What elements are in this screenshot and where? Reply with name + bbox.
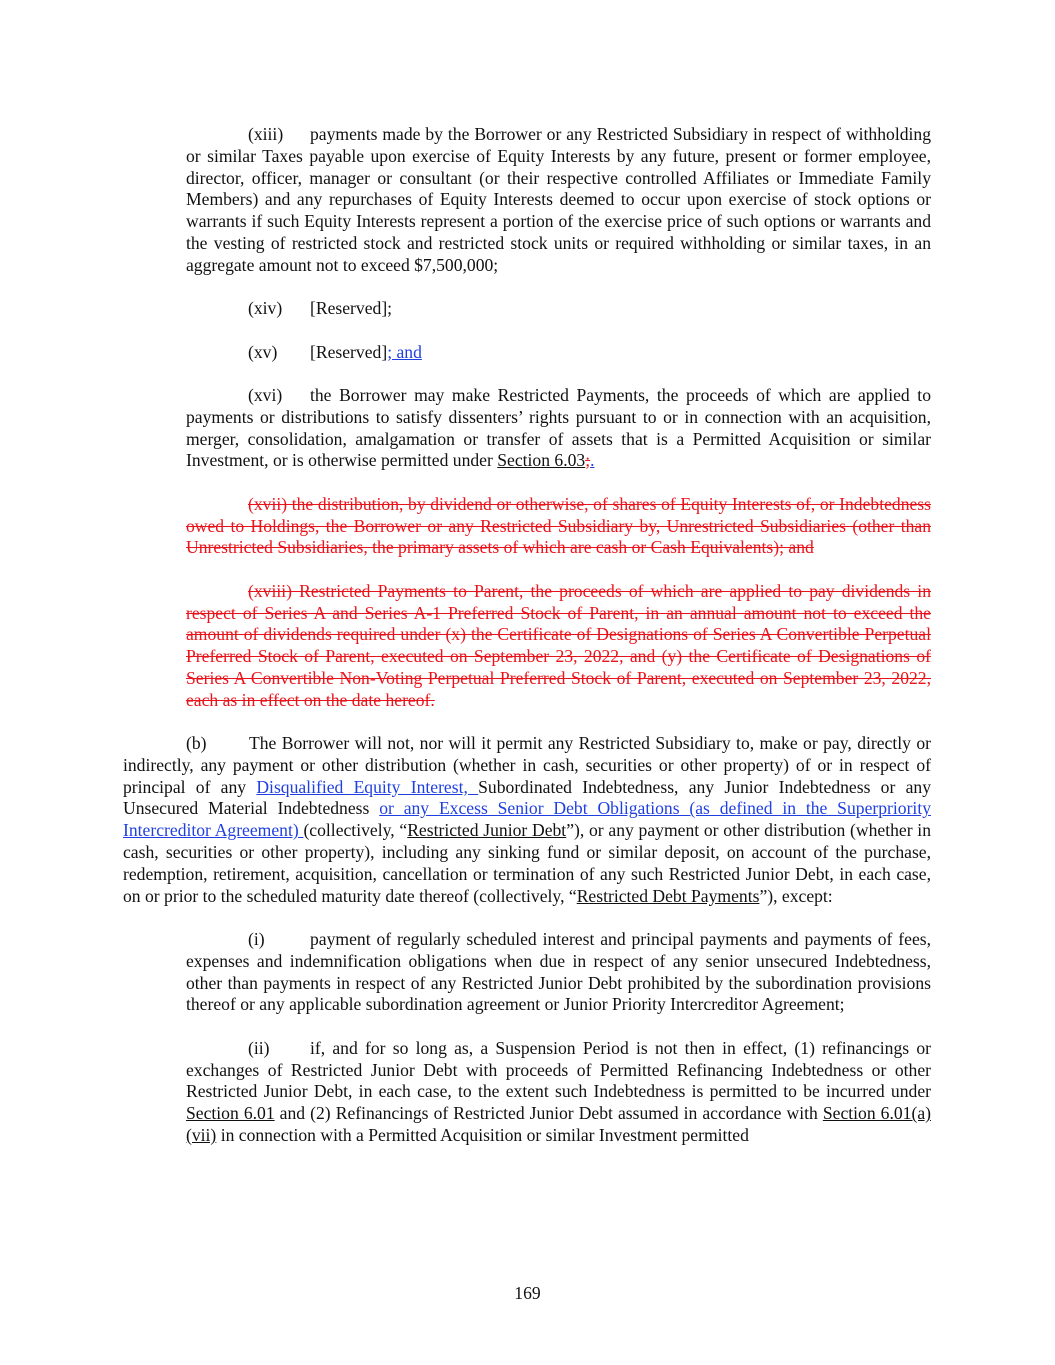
clause-label: (i) <box>248 929 265 950</box>
clause-text: and (2) Refinancings of Restricted Junior Debt assumed in accordance with <box>274 1103 823 1124</box>
clause-xvi <box>186 385 931 472</box>
section-reference: Section 6.01 <box>186 1103 275 1124</box>
deleted-text: (xviii) Restricted Payments to Parent, the proceeds of which are applied to pay dividends in respect of Series A and Series A-1 Preferred Stock of Parent, in an annual amount not to exceed the amount of dividends required under (x) the Certificate of Designations of Series A Convertible Perpetual Preferred Stock of Parent, executed on September 23, 2022, and (y) the Certificate of Designations of Series A Convertible Non-Voting Perpetual Preferred Stock of Parent, executed on September 23, 2022, each as in effect on the date hereof. <box>186 580 931 710</box>
clause-text: if, and for so long as, a Suspension Period is not then in effect, (1) refinancings or exchanges of Restricted Junior Debt with proceeds of Permitted Refinancing Indebtedness or other Restricted Junior Debt, in each case, to the extent such Indebtedness is permitted to be incurred under <box>186 1037 931 1102</box>
clause-xiii <box>186 124 931 277</box>
clause-text: payments made by the Borrower or any Restricted Subsidiary in respect of withholding or similar Taxes payable upon exercise of Equity Interests by any future, present or former employee, director, officer, manager or consultant (or their respective controlled Affiliates or Immediate Family Members) and any repurchases of Equity Interests deemed to occur upon exercise of stock options or warrants if such Equity Interests represent a portion of the exercise price of such options or warrants and the vesting of restricted stock and restricted stock units or required withholding or similar taxes, in an aggregate amount not to exceed $7,500,000; <box>186 124 931 275</box>
clause-label: (xvi) <box>248 384 283 405</box>
defined-term: Restricted Junior Debt <box>407 820 567 841</box>
section-reference: Section 6.01(a)(vii) <box>186 1103 931 1146</box>
deleted-text: ; <box>585 450 591 471</box>
clause-text: Subordinated Indebtedness, any Junior Indebtedness or any Unsecured Material Indebtedness <box>123 776 931 819</box>
clause-text: ”), except: <box>759 885 833 906</box>
clause-label: (b) <box>186 733 207 754</box>
clause-label: (xiv) <box>248 298 283 319</box>
clause-text: (collectively, “ <box>303 820 408 841</box>
deleted-text: (xvii) the distribution, by dividend or otherwise, of shares of Equity Interests of, or Indebtedness owed to Holdings, the Borrower or any Restricted Subsidiary by, Unrestricted Subsidiaries (other than Unrestricted Subsidiaries, the primary assets of which are cash or Cash Equivalents); and <box>186 493 931 558</box>
clause-xviii <box>186 581 931 712</box>
clause-text: the Borrower may make Restricted Payments, the proceeds of which are applied to payments or distributions to satisfy dissenters’ rights pursuant to or in connection with an acquisition, merger, consolidation, amalgamation or transfer of assets that is a Permitted Acquisition or similar Investment, or is otherwise permitted under <box>186 384 931 471</box>
clause-xiv <box>186 298 931 320</box>
paragraph-b <box>123 733 931 907</box>
clause-text: payment of regularly scheduled interest and principal payments and payments of fees, expenses and indemnification obligations when due in respect of any senior unsecured Indebtedness, other than payments in respect of any Restricted Junior Debt prohibited by the subordination provisions thereof or any applicable subordination agreement or Junior Priority Intercreditor Agreement; <box>186 929 931 1015</box>
clause-label: (xiii) <box>248 124 284 144</box>
document-page <box>0 124 1055 1168</box>
section-reference: Section 6.03 <box>497 450 586 471</box>
clause-text: [Reserved] <box>310 341 388 362</box>
clause-b-ii <box>186 1038 931 1147</box>
clause-label: (xv) <box>248 341 278 362</box>
clause-label: (ii) <box>248 1037 270 1058</box>
clause-xvii <box>186 494 931 559</box>
inserted-text: Disqualified Equity Interest, <box>256 776 479 797</box>
clause-text: The Borrower will not, nor will it permit any Restricted Subsidiary to, make or pay, directly or indirectly, any payment or other distribution (whether in cash, securities or other property) of or in respect of principal of any <box>123 733 931 797</box>
clause-b-i <box>186 929 931 1016</box>
clause-text: in connection with a Permitted Acquisition or similar Investment permitted <box>216 1125 749 1146</box>
inserted-text: or any Excess Senior Debt Obligations (as defined in the Superpriority Intercreditor Agreement) <box>123 798 932 841</box>
inserted-text: . <box>590 450 595 471</box>
defined-term: Restricted Debt Payments <box>576 885 760 906</box>
clause-text: [Reserved]; <box>310 298 393 319</box>
inserted-text: ; and <box>387 341 422 362</box>
clause-text: ”), or any payment or other distribution (whether in cash, securities or other property), including any sinking fund or similar deposit, on account of the purchase, redemption, retirement, acquisition, cancellation or termination of any such Restricted Junior Debt, in each case, on or prior to the scheduled maturity date thereof (collectively, “ <box>123 820 931 906</box>
clause-xv <box>186 342 931 364</box>
page-number: 169 <box>514 1283 541 1303</box>
